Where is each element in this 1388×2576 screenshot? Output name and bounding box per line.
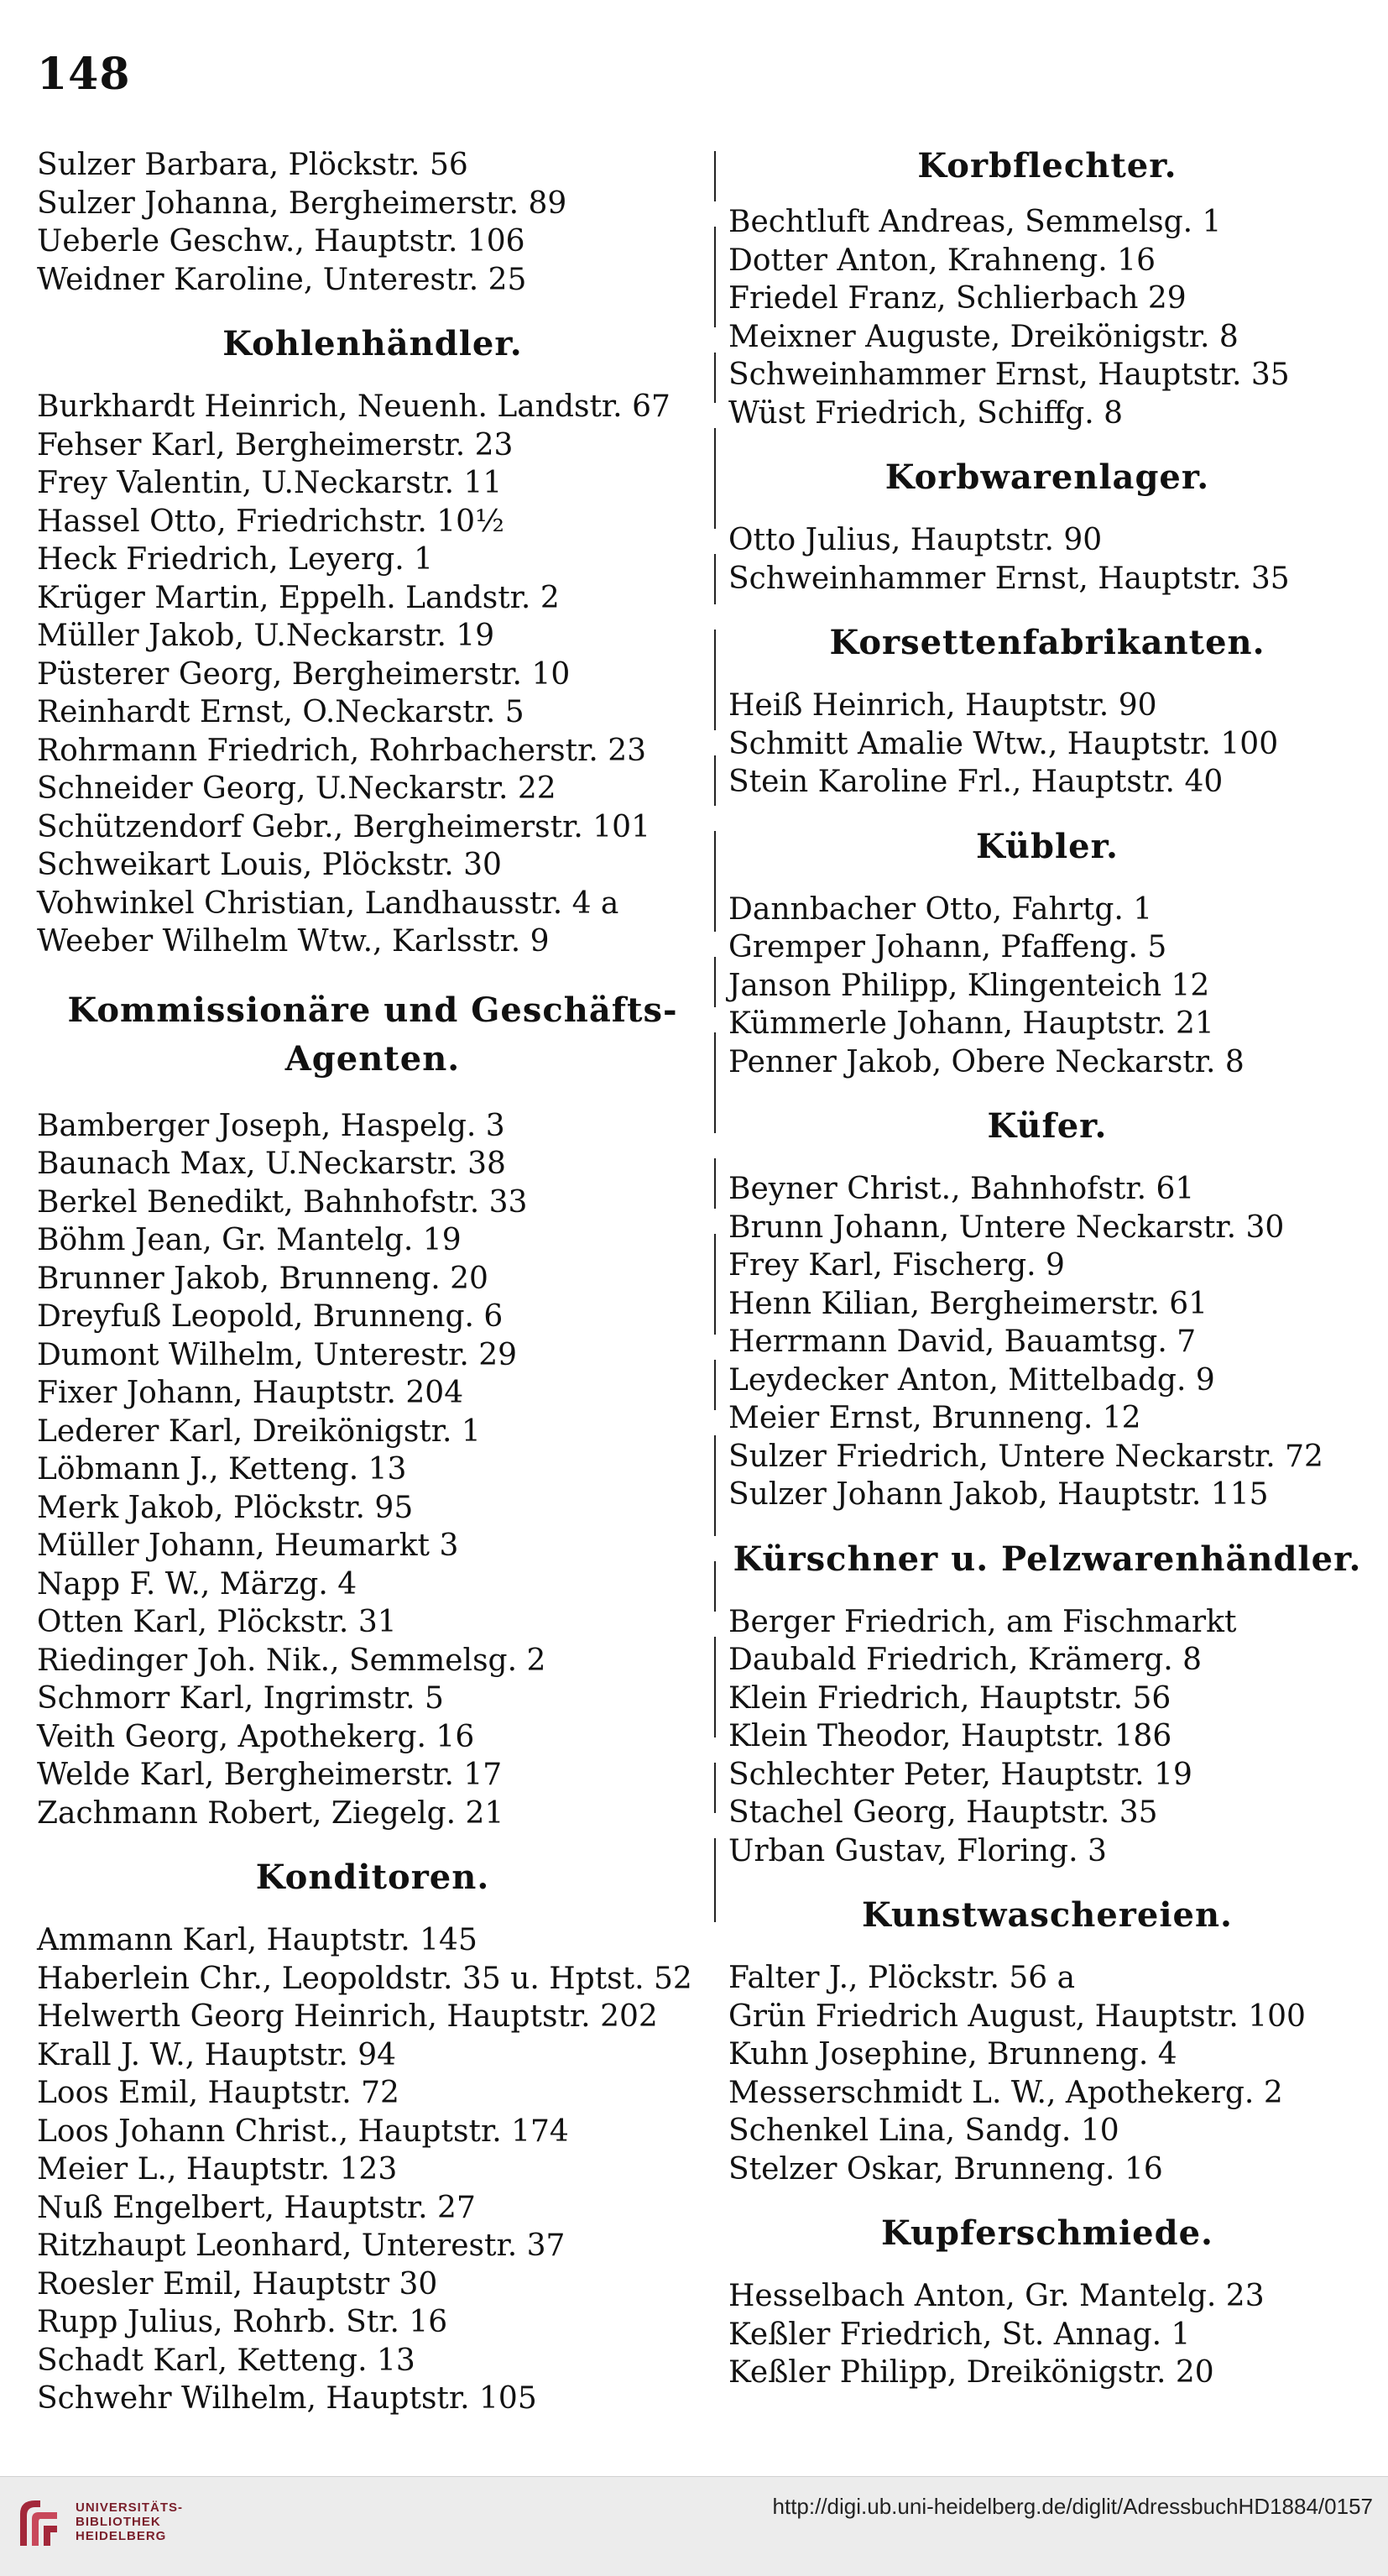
directory-section — [728, 457, 1366, 598]
directory-entry: Sulzer Johanna, Bergheimerstr. 89 — [37, 185, 567, 221]
directory-entry: Schmitt Amalie Wtw., Hauptstr. 100 — [728, 726, 1279, 761]
directory-entry: Böhm Jean, Gr. Mantelg. 19 — [37, 1223, 462, 1257]
directory-entry: Rohrmann Friedrich, Rohrbacherstr. 23 — [37, 733, 647, 768]
library-name — [76, 2500, 183, 2543]
directory-entry: Helwerth Georg Heinrich, Hauptstr. 202 — [37, 1999, 658, 2034]
section-heading: Korsettenfabrikanten. — [829, 623, 1265, 662]
directory-entry: Otten Karl, Plöckstr. 31 — [37, 1605, 397, 1639]
section-heading: Kunstwaschereien. — [862, 1895, 1233, 1935]
directory-entry: Herrmann David, Bauamtsg. 7 — [728, 1325, 1197, 1359]
directory-entry: Berkel Benedikt, Bahnhofstr. 33 — [37, 1184, 528, 1220]
directory-entry: Fehser Karl, Bergheimerstr. 23 — [37, 427, 514, 462]
directory-entry: Friedel Franz, Schlierbach 29 — [728, 281, 1187, 316]
directory-entry: Loos Emil, Hauptstr. 72 — [37, 2076, 399, 2110]
directory-entry: Wüst Friedrich, Schiffg. 8 — [728, 395, 1124, 431]
directory-entry: Schneider Georg, U.Neckarstr. 22 — [37, 771, 556, 806]
directory-entry: Roesler Emil, Hauptstr 30 — [37, 2266, 438, 2302]
directory-entry: Schweikart Louis, Plöckstr. 30 — [37, 848, 502, 882]
directory-entry: Stachel Georg, Hauptstr. 35 — [728, 1795, 1158, 1830]
directory-entry: Lederer Karl, Dreikönigstr. 1 — [37, 1413, 481, 1449]
source-url-link[interactable]: http://digi.ub.uni-heidelberg.de/diglit/AdressbuchHD1884/0157 — [772, 2494, 1373, 2519]
directory-entry: Reinhardt Ernst, O.Neckarstr. 5 — [37, 695, 524, 729]
section-heading: Kübler. — [976, 826, 1119, 866]
directory-entry: Ueberle Geschw., Hauptstr. 106 — [37, 224, 525, 259]
directory-entry: Otto Julius, Hauptstr. 90 — [728, 523, 1103, 557]
directory-entry: Rupp Julius, Rohrb. Str. 16 — [37, 2305, 448, 2339]
directory-entry: Kümmerle Johann, Hauptstr. 21 — [728, 1006, 1214, 1041]
directory-entry: Löbmann J., Ketteng. 13 — [37, 1452, 407, 1487]
section-heading: Korbwarenlager. — [884, 457, 1210, 497]
directory-entry: Sulzer Friedrich, Untere Neckarstr. 72 — [728, 1439, 1323, 1474]
page-number: 148 — [37, 49, 131, 100]
directory-entry: Riedinger Joh. Nik., Semmelsg. 2 — [37, 1643, 546, 1678]
directory-entry: Meier Ernst, Brunneng. 12 — [728, 1401, 1141, 1435]
section-heading: Korbflechter. — [917, 146, 1177, 185]
left-column — [37, 146, 708, 2418]
directory-entry: Zachmann Robert, Ziegelg. 21 — [37, 1795, 504, 1831]
directory-entry: Veith Georg, Apothekerg. 16 — [37, 1719, 475, 1754]
directory-section — [728, 146, 1366, 432]
directory-entry: Keßler Philipp, Dreikönigstr. 20 — [728, 2355, 1214, 2390]
directory-entry: Urban Gustav, Floring. 3 — [728, 1833, 1107, 1868]
directory-section — [728, 623, 1366, 802]
directory-entry: Henn Kilian, Bergheimerstr. 61 — [728, 1286, 1208, 1321]
directory-entry: Weeber Wilhelm Wtw., Karlsstr. 9 — [37, 924, 550, 959]
directory-entry: Weidner Karoline, Unterestr. 25 — [37, 262, 527, 297]
directory-entry: Dreyfuß Leopold, Brunneng. 6 — [37, 1299, 504, 1334]
directory-entry: Merk Jakob, Plöckstr. 95 — [37, 1490, 414, 1525]
directory-entry: Klein Friedrich, Hauptstr. 56 — [728, 1680, 1171, 1716]
directory-entry: Bamberger Joseph, Haspelg. 3 — [37, 1108, 505, 1143]
directory-entry: Heck Friedrich, Leyerg. 1 — [37, 542, 434, 577]
directory-entry: Welde Karl, Bergheimerstr. 17 — [37, 1758, 503, 1792]
directory-entry: Müller Jakob, U.Neckarstr. 19 — [37, 619, 495, 653]
directory-entry: Gremper Johann, Pfaffeng. 5 — [728, 930, 1167, 964]
section-heading: Konditoren. — [255, 1858, 490, 1897]
directory-entry: Kuhn Josephine, Brunneng. 4 — [728, 2037, 1177, 2072]
footer-bar — [0, 2476, 1388, 2576]
directory-entry: Keßler Friedrich, St. Annag. 1 — [728, 2317, 1191, 2352]
directory-entry: Schadt Karl, Ketteng. 13 — [37, 2343, 415, 2378]
directory-entry: Schenkel Lina, Sandg. 10 — [728, 2114, 1119, 2148]
directory-entry: Messerschmidt L. W., Apothekerg. 2 — [728, 2075, 1283, 2110]
directory-entry: Sulzer Barbara, Plöckstr. 56 — [37, 148, 468, 182]
directory-entry: Loos Johann Christ., Hauptstr. 174 — [37, 2114, 569, 2149]
directory-section — [37, 146, 708, 299]
directory-entry: Dotter Anton, Krahneng. 16 — [728, 243, 1156, 278]
directory-entry: Schützendorf Gebr., Bergheimerstr. 101 — [37, 809, 650, 844]
directory-entry: Krüger Martin, Eppelh. Landstr. 2 — [37, 580, 560, 615]
directory-section — [37, 986, 708, 1833]
section-heading: Kohlenhändler. — [222, 324, 523, 363]
directory-entry: Dumont Wilhelm, Unterestr. 29 — [37, 1337, 518, 1372]
directory-entry: Daubald Friedrich, Krämerg. 8 — [728, 1643, 1203, 1677]
directory-section — [728, 2213, 1366, 2392]
directory-entry: Schwehr Wilhelm, Hauptstr. 105 — [37, 2381, 537, 2416]
directory-entry: Schmorr Karl, Ingrimstr. 5 — [37, 1681, 444, 1716]
directory-entry: Dannbacher Otto, Fahrtg. 1 — [728, 891, 1153, 927]
library-name-line: UNIVERSITÄTS- — [76, 2500, 184, 2515]
directory-entry: Penner Jakob, Obere Neckarstr. 8 — [728, 1044, 1245, 1079]
library-name-line: HEIDELBERG — [76, 2529, 167, 2543]
section-heading: Kommissionäre und Geschäfts-Agenten. — [67, 990, 678, 1079]
directory-entry: Frey Karl, Fischerg. 9 — [728, 1248, 1065, 1283]
section-heading: Küfer. — [987, 1106, 1108, 1146]
directory-entry: Ammann Karl, Hauptstr. 145 — [37, 1923, 477, 1957]
directory-entry: Klein Theodor, Hauptstr. 186 — [728, 1719, 1172, 1753]
directory-entry: Brunner Jakob, Brunneng. 20 — [37, 1261, 488, 1296]
directory-entry: Schlechter Peter, Hauptstr. 19 — [728, 1757, 1192, 1792]
right-column — [728, 146, 1366, 2392]
directory-section — [728, 1895, 1366, 2188]
directory-entry: Schweinhammer Ernst, Hauptstr. 35 — [728, 561, 1290, 596]
section-heading: Kupferschmiede. — [881, 2213, 1213, 2253]
directory-entry: Stelzer Oskar, Brunneng. 16 — [728, 2151, 1163, 2187]
directory-entry: Beyner Christ., Bahnhofstr. 61 — [728, 1172, 1195, 1206]
directory-entry: Müller Johann, Heumarkt 3 — [37, 1528, 459, 1563]
directory-entry: Hassel Otto, Friedrichstr. 10½ — [37, 504, 504, 539]
directory-entry: Burkhardt Heinrich, Neuenh. Landstr. 67 — [37, 389, 671, 424]
directory-section — [37, 324, 708, 961]
directory-entry: Nuß Engelbert, Hauptstr. 27 — [37, 2190, 476, 2225]
directory-entry: Hesselbach Anton, Gr. Mantelg. 23 — [728, 2279, 1265, 2313]
directory-entry: Schweinhammer Ernst, Hauptstr. 35 — [728, 358, 1290, 392]
directory-entry: Haberlein Chr., Leopoldstr. 35 u. Hptst. 52 — [37, 1961, 692, 1996]
directory-entry: Vohwinkel Christian, Landhausstr. 4 a — [37, 886, 619, 921]
library-name-line: BIBLIOTHEK — [76, 2515, 161, 2529]
directory-entry: Meixner Auguste, Dreikönigstr. 8 — [728, 319, 1239, 354]
directory-entry: Falter J., Plöckstr. 56 a — [728, 1961, 1076, 1995]
directory-entry: Krall J. W., Hauptstr. 94 — [37, 2037, 397, 2072]
directory-section — [728, 1106, 1366, 1514]
directory-entry: Frey Valentin, U.Neckarstr. 11 — [37, 466, 503, 500]
directory-section — [728, 1539, 1366, 1871]
directory-entry: Fixer Johann, Hauptstr. 204 — [37, 1376, 464, 1410]
directory-entry: Meier L., Hauptstr. 123 — [37, 2152, 398, 2187]
column-divider — [714, 151, 716, 1922]
directory-section — [728, 827, 1366, 1082]
directory-entry: Püsterer Georg, Bergheimerstr. 10 — [37, 656, 571, 692]
directory-section — [37, 1858, 708, 2418]
directory-entry: Grün Friedrich August, Hauptstr. 100 — [728, 1999, 1306, 2034]
section-heading: Kürschner u. Pelzwarenhändler. — [733, 1539, 1362, 1579]
directory-entry: Stein Karoline Frl., Hauptstr. 40 — [728, 765, 1224, 799]
directory-entry: Berger Friedrich, am Fischmarkt — [728, 1604, 1237, 1639]
directory-entry: Janson Philipp, Klingenteich 12 — [728, 968, 1210, 1003]
directory-entry: Bechtluft Andreas, Semmelsg. 1 — [728, 205, 1222, 239]
directory-entry: Heiß Heinrich, Hauptstr. 90 — [728, 688, 1157, 723]
directory-entry: Leydecker Anton, Mittelbadg. 9 — [728, 1362, 1215, 1398]
directory-entry: Sulzer Johann Jakob, Hauptstr. 115 — [728, 1477, 1269, 1512]
directory-entry: Brunn Johann, Untere Neckarstr. 30 — [728, 1210, 1285, 1245]
university-logo-icon — [15, 2495, 62, 2551]
directory-entry: Napp F. W., Märzg. 4 — [37, 1566, 357, 1602]
directory-entry: Ritzhaupt Leonhard, Unterestr. 37 — [37, 2229, 566, 2263]
directory-entry: Baunach Max, U.Neckarstr. 38 — [37, 1147, 506, 1181]
